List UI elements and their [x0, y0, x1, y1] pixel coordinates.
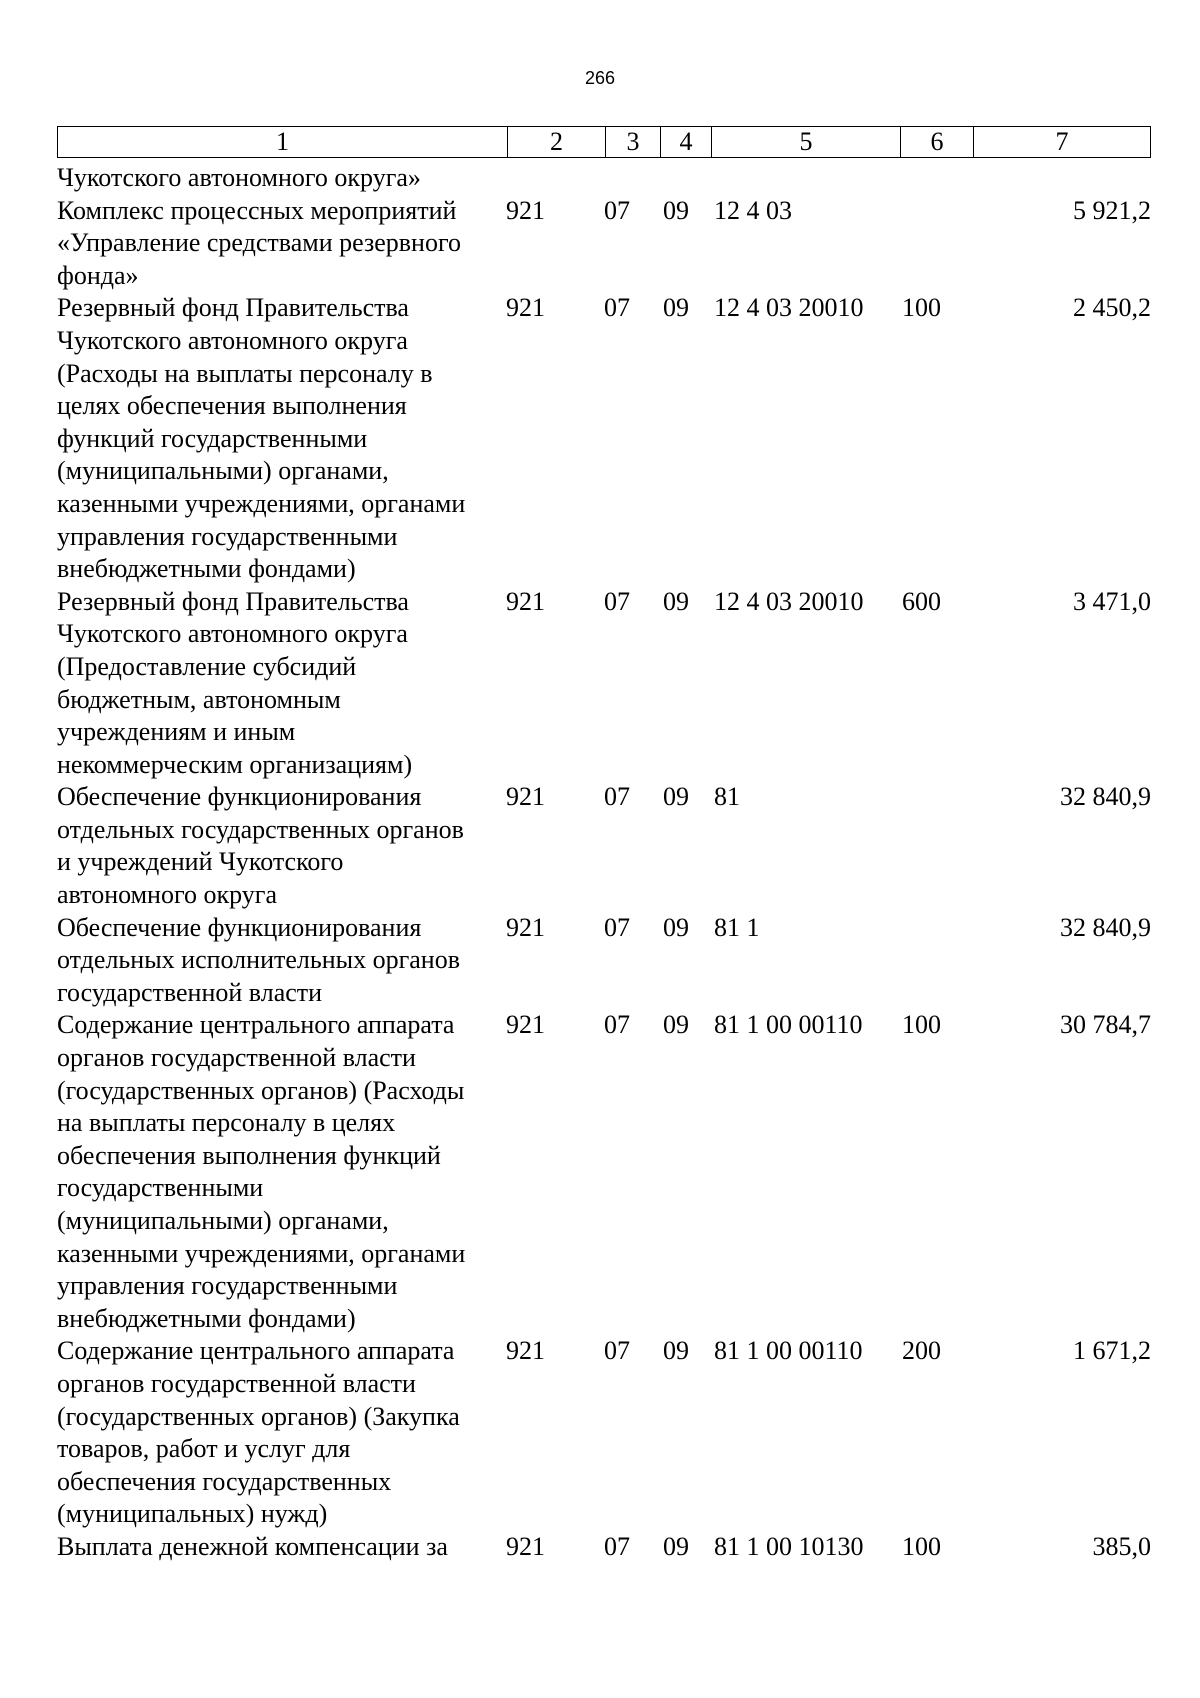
- row-expense-type: 100: [902, 293, 941, 323]
- description-line: (Предоставление субсидий: [57, 651, 357, 681]
- description-line: Обеспечение функционирования: [57, 912, 422, 942]
- row-description: [57, 1531, 507, 1564]
- description-line: казенными учреждениями, органами: [57, 1238, 466, 1268]
- table-row: [57, 1335, 1151, 1531]
- description-line: (муниципальных) нужд): [57, 1499, 328, 1529]
- description-line: Чукотского автономного округа: [57, 619, 408, 649]
- row-amount: 5 921,2: [1073, 195, 1151, 225]
- description-line: Чукотского автономного округа: [57, 325, 408, 355]
- row-section: 07: [604, 782, 630, 812]
- description-line: (муниципальными) органами,: [57, 1206, 389, 1235]
- description-line: (государственных органов) (Расходы: [57, 1075, 465, 1105]
- description-line: органов государственной власти: [57, 1368, 416, 1398]
- row-description: [57, 195, 507, 293]
- row-section: 07: [604, 1336, 630, 1366]
- description-line: Резервный фонд Правительства: [57, 586, 409, 616]
- row-description: [57, 1335, 507, 1531]
- row-amount: 2 450,2: [1073, 293, 1151, 323]
- description-line: обеспечения выполнения функций: [57, 1140, 441, 1170]
- description-line: органов государственной власти: [57, 1043, 416, 1073]
- description-line: «Управление средствами резервного: [57, 228, 461, 258]
- row-section: 07: [604, 1010, 630, 1040]
- row-ministry-code: 921: [506, 586, 545, 616]
- row-subsection: 09: [663, 586, 689, 616]
- header-col-7: 7: [973, 127, 1150, 157]
- description-line: учреждениям и иным: [57, 717, 296, 747]
- header-col-5: 5: [711, 127, 900, 157]
- table-row: [57, 586, 1151, 782]
- description-line: Резервный фонд Правительства: [57, 293, 409, 323]
- row-amount: 30 784,7: [1060, 1010, 1151, 1040]
- row-ministry-code: 921: [506, 782, 545, 812]
- description-line: Содержание центрального аппарата: [57, 1010, 455, 1040]
- row-target-article: 81 1 00 10130: [714, 1531, 864, 1561]
- description-line: государственной власти: [57, 977, 323, 1007]
- description-line: бюджетным, автономным: [57, 684, 341, 714]
- row-target-article: 12 4 03 20010: [714, 293, 864, 323]
- row-amount: 32 840,9: [1060, 912, 1151, 942]
- description-line: отдельных государственных органов: [57, 814, 464, 844]
- table-row: [57, 292, 1151, 585]
- row-description: [57, 1009, 507, 1335]
- row-subsection: 09: [663, 195, 689, 225]
- table-row: [57, 1009, 1151, 1335]
- row-amount: 32 840,9: [1060, 782, 1151, 812]
- row-target-article: 12 4 03: [714, 195, 792, 225]
- description-line: управления государственными: [57, 1271, 398, 1301]
- description-line: Обеспечение функционирования: [57, 782, 422, 812]
- row-subsection: 09: [663, 782, 689, 812]
- description-line: Комплекс процессных мероприятий: [57, 195, 457, 225]
- table-body: [57, 162, 1151, 1564]
- description-line: государственными: [57, 1173, 264, 1203]
- table-row: [57, 781, 1151, 911]
- table-header: [57, 126, 1151, 158]
- header-col-1: 1: [276, 127, 289, 156]
- row-expense-type: 100: [902, 1531, 941, 1561]
- description-line: Содержание центрального аппарата: [57, 1336, 455, 1366]
- row-description: [57, 781, 507, 911]
- header-col-3: 3: [605, 127, 660, 157]
- description-line: (муниципальными) органами,: [57, 456, 389, 486]
- row-target-article: 81 1 00 00110: [714, 1010, 863, 1040]
- page-number: 266: [584, 68, 616, 88]
- table-row: [57, 195, 1151, 293]
- description-line: обеспечения государственных: [57, 1466, 392, 1496]
- description-line: Выплата денежной компенсации за: [57, 1531, 448, 1561]
- row-subsection: 09: [663, 1336, 689, 1366]
- description-line: Чукотского автономного округа»: [57, 163, 421, 192]
- row-section: 07: [604, 586, 630, 616]
- row-target-article: 81 1: [714, 912, 760, 942]
- table-row: [57, 1531, 1151, 1564]
- description-line: внебюджетными фондами): [57, 1303, 356, 1333]
- description-line: на выплаты персоналу в целях: [57, 1108, 396, 1138]
- row-expense-type: 600: [902, 586, 941, 616]
- table-row: [57, 162, 1151, 195]
- row-amount: 3 471,0: [1073, 586, 1151, 616]
- header-col-2: 2: [507, 127, 605, 157]
- row-target-article: 81 1 00 00110: [714, 1336, 863, 1366]
- row-ministry-code: 921: [506, 912, 545, 942]
- description-line: фонда»: [57, 260, 139, 290]
- description-line: управления государственными: [57, 521, 398, 551]
- header-col-6: 6: [900, 127, 973, 157]
- row-ministry-code: 921: [506, 1531, 545, 1561]
- description-line: казенными учреждениями, органами: [57, 488, 466, 518]
- description-line: отдельных исполнительных органов: [57, 945, 460, 975]
- description-line: (Расходы на выплаты персоналу в: [57, 358, 433, 388]
- row-amount: 1 671,2: [1073, 1336, 1151, 1366]
- row-expense-type: 100: [902, 1010, 941, 1040]
- row-amount: 385,0: [1092, 1531, 1151, 1561]
- description-line: целях обеспечения выполнения: [57, 391, 407, 421]
- header-col-4: 4: [660, 127, 711, 157]
- description-line: (государственных органов) (Закупка: [57, 1401, 460, 1431]
- row-target-article: 12 4 03 20010: [714, 586, 864, 616]
- description-line: и учреждений Чукотского: [57, 847, 344, 877]
- row-subsection: 09: [663, 293, 689, 323]
- row-target-article: 81: [714, 782, 740, 812]
- description-line: товаров, работ и услуг для: [57, 1434, 351, 1464]
- row-description: [57, 292, 507, 585]
- row-expense-type: 200: [902, 1336, 941, 1366]
- row-section: 07: [604, 912, 630, 942]
- row-ministry-code: 921: [506, 1336, 545, 1366]
- row-subsection: 09: [663, 1010, 689, 1040]
- description-line: некоммерческим организациям): [57, 749, 413, 779]
- row-section: 07: [604, 293, 630, 323]
- row-description: [57, 586, 507, 782]
- row-ministry-code: 921: [506, 1010, 545, 1040]
- row-subsection: 09: [663, 912, 689, 942]
- description-line: внебюджетными фондами): [57, 554, 356, 584]
- description-line: автономного округа: [57, 880, 277, 910]
- row-section: 07: [604, 195, 630, 225]
- table-row: [57, 912, 1151, 1010]
- row-section: 07: [604, 1531, 630, 1561]
- row-description: [57, 162, 507, 195]
- description-line: функций государственными: [57, 423, 368, 453]
- row-description: [57, 912, 507, 1010]
- row-ministry-code: 921: [506, 195, 545, 225]
- row-ministry-code: 921: [506, 293, 545, 323]
- row-subsection: 09: [663, 1531, 689, 1561]
